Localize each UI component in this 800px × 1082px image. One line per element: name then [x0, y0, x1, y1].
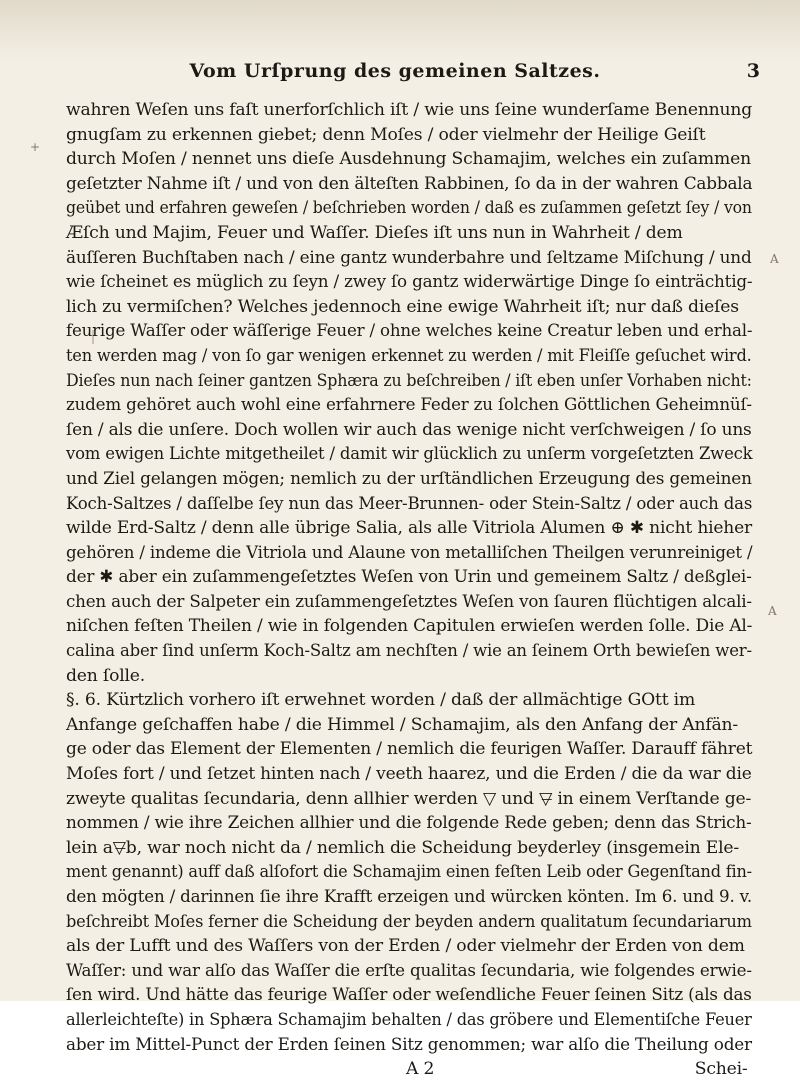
running-head: Vom Urſprung des gemeinen Saltzes. — [189, 60, 601, 82]
text-line: aber im Mittel-Punct der Erden ſeinen Sitz genommen; war alſo die Theilung oder — [66, 1034, 752, 1055]
text-line: Dieſes nun nach ſeiner gantzen Sphæra zu beſchreiben / iſt eben unſer Vorhaben nicht: — [66, 370, 752, 391]
text-line: durch Moſen / nennet uns dieſe Ausdehnung Schamajim, welches ein zuſammen — [66, 149, 751, 170]
text-line: beſchreibt Moſes ferner die Scheidung der beyden andern qualitatum ſecundariarum — [66, 911, 752, 932]
text-line: gehören / indeme die Vitriola und Alaune von metalliſchen Theilgen verunreiniget / — [66, 542, 753, 563]
text-line: §. 6. Kürtzlich vorhero iſt erwehnet worden / daß der allmächtige GOtt im — [66, 690, 696, 711]
text-line: Waſſer: und war alſo das Waſſer die erſte qualitas ſecundaria, wie folgendes erwie- — [66, 960, 752, 981]
text-line: lich zu vermiſchen? Welches jedennoch eine ewige Wahrheit iſt; nur daß dieſes — [66, 296, 739, 317]
text-line: der ✱ aber ein zuſammengeſetztes Weſen von Urin und gemeinem Saltz / deßglei- — [66, 567, 752, 588]
catchword-line — [66, 1057, 752, 1082]
text-line: und Ziel gelangen mögen; nemlich zu der urſtändlichen Erzeugung des gemeinen — [66, 468, 752, 489]
margin-mark: + — [30, 140, 41, 154]
text-line: nommen / wie ihre Zeichen allhier und die folgende Rede geben; denn das Strich- — [66, 813, 752, 834]
text-line: geſetzter Nahme iſt / und von den älteſten Rabbinen, ſo da in der wahren Cabbala — [66, 173, 753, 194]
text-line: ſen / als die unſere. Doch wollen wir auch das wenige nicht verſchweigen / ſo uns — [66, 419, 752, 440]
text-line: allerleichteſte) in Sphæra Schamajim behalten / das gröbere und Elementiſche Feuer — [66, 1009, 752, 1030]
margin-mark: A — [770, 252, 779, 266]
bleed-through-area — [0, 0, 800, 60]
text-line: lein a▽̶b, war noch nicht da / nemlich die Scheidung beyderley (insgemein Ele- — [66, 837, 739, 858]
text-line: Moſes fort / und ſetzet hinten nach / veeth haarez, und die Erden / die da war die — [66, 764, 752, 785]
catchword: Schei- — [694, 1059, 748, 1080]
main-text — [66, 98, 752, 1082]
text-line: als der Lufft und des Waſſers von der Erden / oder vielmehr der Erden von dem — [66, 936, 745, 957]
text-line: feurige Waſſer oder wäſſerige Feuer / ohne welches keine Creatur leben und erhal- — [66, 321, 753, 342]
signature-mark: A 2 — [406, 1059, 435, 1080]
text-line: calina aber ſind unſerm Koch-Saltz am nechſten / wie an ſeinem Orth bewieſen wer- — [66, 641, 752, 662]
text-line: zudem gehöret auch wohl eine erfahrnere Feder zu ſolchen Göttlichen Geheimnüſ- — [66, 395, 752, 416]
text-line: chen auch der Salpeter ein zuſammengeſetztes Weſen von ſauren flüchtigen alcali- — [66, 591, 752, 612]
page-number: 3 — [746, 60, 760, 82]
text-line: wie ſcheinet es müglich zu ſeyn / zwey ſo gantz widerwärtige Dinge ſo einträchtig- — [66, 272, 753, 293]
text-line: vom ewigen Lichte mitgetheilet / damit wir glücklich zu unſerm vorgeſetzten Zweck — [66, 444, 753, 465]
text-line: ten werden mag / von ſo gar wenigen erkennet zu werden / mit Fleiſſe geſuchet wird. — [66, 345, 752, 366]
text-line: Æſch und Majim, Feuer und Waſſer. Dieſes iſt uns nun in Wahrheit / dem — [66, 222, 683, 243]
text-line: den mögten / darinnen ſie ihre Krafft erzeigen und würcken könten. Im 6. und 9. v. — [66, 887, 753, 907]
text-line: geübet und erfahren geweſen / beſchrieben worden / daß es zuſammen geſetzt ſey / von — [66, 198, 752, 219]
text-line: Anfange geſchaffen habe / die Himmel / Schamajim, als den Anfang der Anfän- — [66, 714, 739, 735]
text-line: zweyte qualitas ſecundaria, denn allhier werden ▽ und ▽̶ in einem Verſtande ge- — [66, 788, 752, 809]
page-header — [70, 56, 760, 92]
text-line: ment genannt) auff daß alſofort die Schamajim einen feſten Leib oder Gegenſtand fin- — [66, 862, 752, 883]
margin-mark: A — [768, 604, 777, 618]
text-line: äuſſeren Buchſtaben nach / eine gantz wunderbahre und ſeltzame Miſchung / und — [66, 247, 752, 268]
text-line: ge oder das Element der Elementen / nemlich die feurigen Waſſer. Darauff fähret — [66, 739, 753, 760]
text-line: Koch-Saltzes / daſſelbe ſey nun das Meer-Brunnen- oder Stein-Saltz / oder auch das — [66, 493, 753, 514]
text-line: niſchen feſten Theilen / wie in folgenden Capitulen erwieſen werden ſolle. Die Al- — [66, 616, 753, 637]
text-line: wilde Erd-Saltz / denn alle übrige Salia, als alle Vitriola Alumen ⊕ ✱ nicht hieher — [66, 518, 753, 539]
text-line: gnugſam zu erkennen giebet; denn Moſes / oder vielmehr der Heilige Geiſt — [66, 124, 706, 145]
text-line: den ſolle. — [66, 665, 146, 686]
text-line: wahren Weſen uns faſt unerforſchlich iſt / wie uns ſeine wunderſame Benennung — [66, 100, 753, 120]
text-line: ſen wird. Und hätte das feurige Waſſer oder weſendliche Feuer ſeinen Sitz (als das — [66, 985, 752, 1006]
